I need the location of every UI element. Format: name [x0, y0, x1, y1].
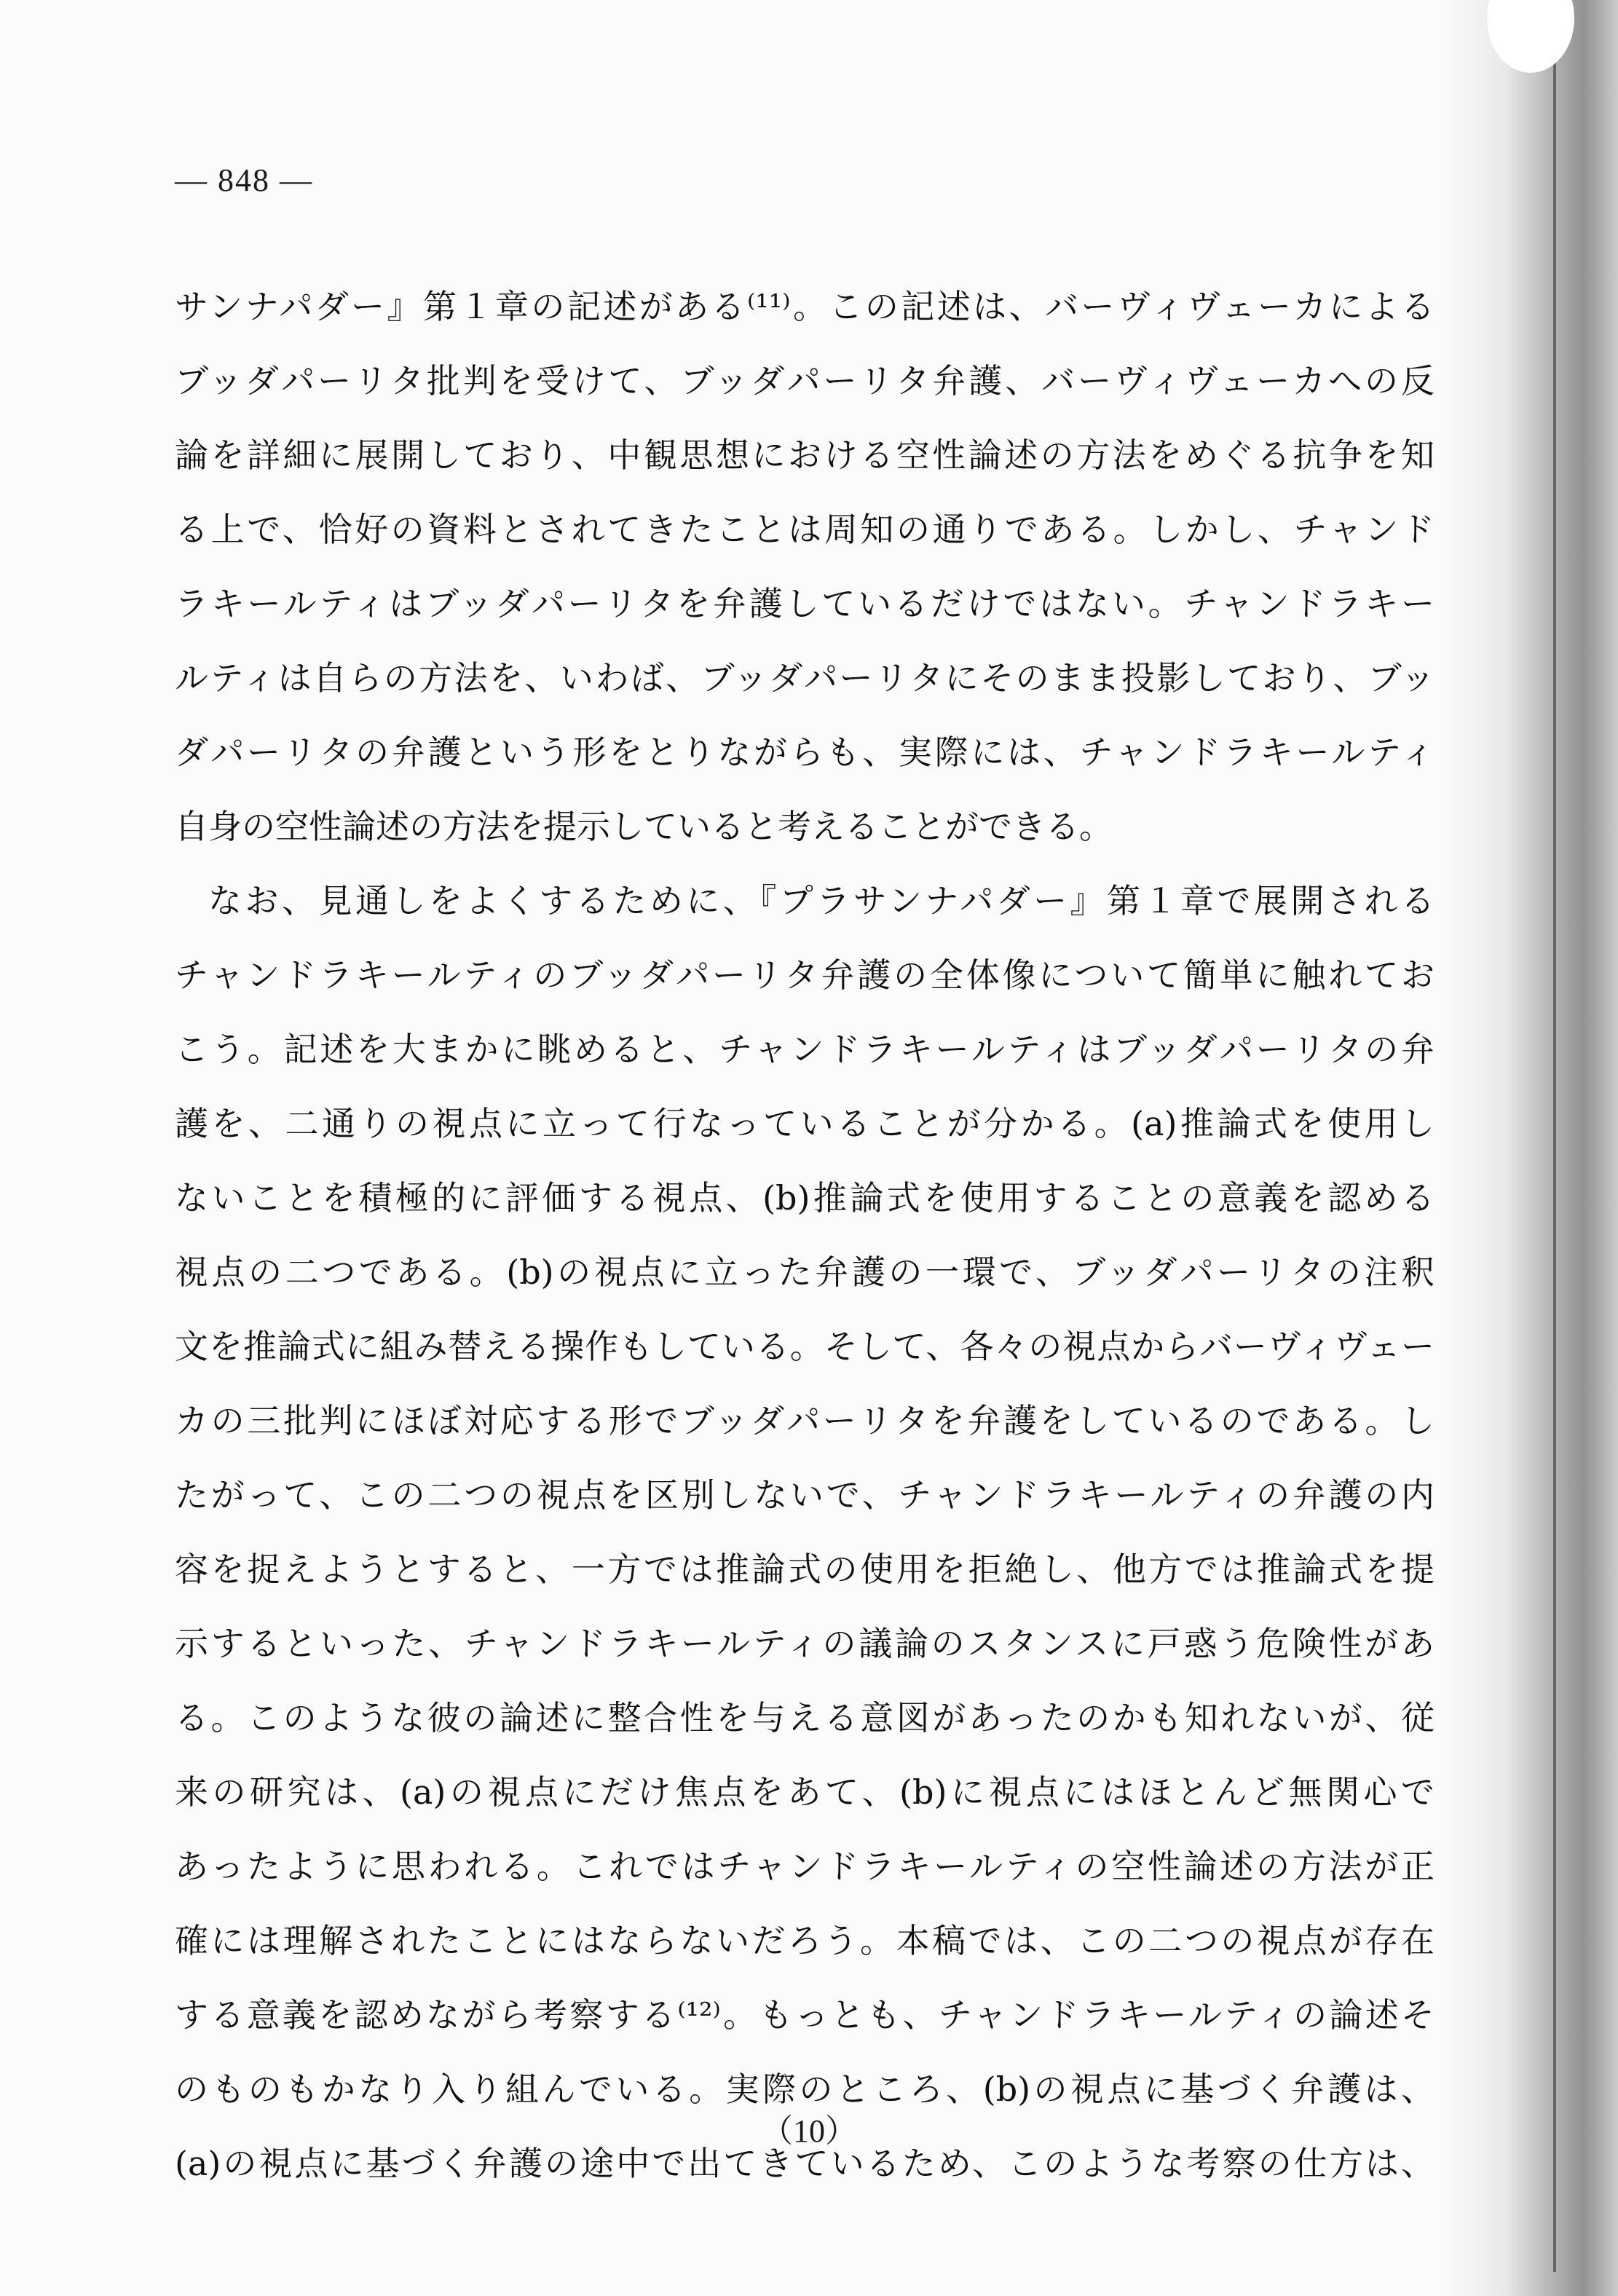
text-line: ダパーリタの弁護という形をとりながらも、実際には、チャンドラキールティ — [175, 733, 1435, 772]
text-line: ブッダパーリタ批判を受けて、ブッダパーリタ弁護、バーヴィヴェーカへの反 — [175, 361, 1435, 401]
text-line: 確には理解されたことにはならないだろう。本稿では、この二つの視点が存在 — [175, 1921, 1435, 1960]
paragraph-start-line: なお、見通しをよくするために、『プラサンナパダー』第１章で展開される — [208, 881, 1435, 920]
folio: （10） — [761, 2113, 857, 2149]
text-line: 論を詳細に展開しており、中観思想における空性論述の方法をめぐる抗争を知 — [175, 435, 1435, 475]
binding-edge — [1553, 29, 1556, 2272]
text-line: ラキールティはブッダパーリタを弁護しているだけではない。チャンドラキー — [175, 584, 1435, 623]
text-line: 容を捉えようとすると、一方では推論式の使用を拒絶し、他方では推論式を提 — [175, 1550, 1435, 1589]
text-line: サンナパダー』第１章の記述がある⁽¹¹⁾。この記述は、バーヴィヴェーカによる — [175, 287, 1435, 326]
page-number-header: — 848 — — [175, 162, 313, 198]
text-line: 護を、二通りの視点に立って行なっていることが分かる。(a)推論式を使用し — [175, 1104, 1435, 1143]
text-line: 来の研究は、(a)の視点にだけ焦点をあて、(b)に視点にはほとんど無関心で — [175, 1772, 1435, 1812]
binding-shadow — [1443, 0, 1618, 2296]
text-line: あったように思われる。これではチャンドラキールティの空性論述の方法が正 — [175, 1847, 1435, 1886]
text-line: 文を推論式に組み替える操作もしている。そして、各々の視点からバーヴィヴェー — [175, 1327, 1435, 1366]
text-line: たがって、この二つの視点を区別しないで、チャンドラキールティの弁護の内 — [175, 1475, 1435, 1515]
text-line: のものもかなり入り組んでいる。実際のところ、(b)の視点に基づく弁護は、 — [175, 2070, 1435, 2109]
text-line: 視点の二つである。(b)の視点に立った弁護の一環で、ブッダパーリタの注釈 — [175, 1252, 1435, 1292]
text-line: る上で、恰好の資料とされてきたことは周知の通りである。しかし、チャンド — [175, 510, 1435, 549]
text-line: チャンドラキールティのブッダパーリタ弁護の全体像について簡単に触れてお — [175, 955, 1435, 995]
text-line: 自身の空性論述の方法を提示していると考えることができる。 — [175, 807, 1113, 846]
text-line: カの三批判にほぼ対応する形でブッダパーリタを弁護をしているのである。し — [175, 1401, 1435, 1440]
text-line: する意義を認めながら考察する⁽¹²⁾。もっとも、チャンドラキールティの論述そ — [175, 1995, 1435, 2035]
text-line: こう。記述を大まかに眺めると、チャンドラキールティはブッダパーリタの弁 — [175, 1030, 1435, 1069]
text-line: る。このような彼の論述に整合性を与える意図があったのかも知れないが、従 — [175, 1698, 1435, 1737]
text-line: ルティは自らの方法を、いわば、ブッダパーリタにそのまま投影しており、ブッ — [175, 658, 1435, 698]
text-line: (a)の視点に基づく弁護の途中で出てきているため、このような考察の仕方は、 — [175, 2144, 1435, 2183]
text-line: 示するといった、チャンドラキールティの議論のスタンスに戸惑う危険性があ — [175, 1624, 1435, 1663]
text-line: ないことを積極的に評価する視点、(b)推論式を使用することの意義を認める — [175, 1178, 1435, 1218]
body-text — [175, 269, 1435, 2201]
